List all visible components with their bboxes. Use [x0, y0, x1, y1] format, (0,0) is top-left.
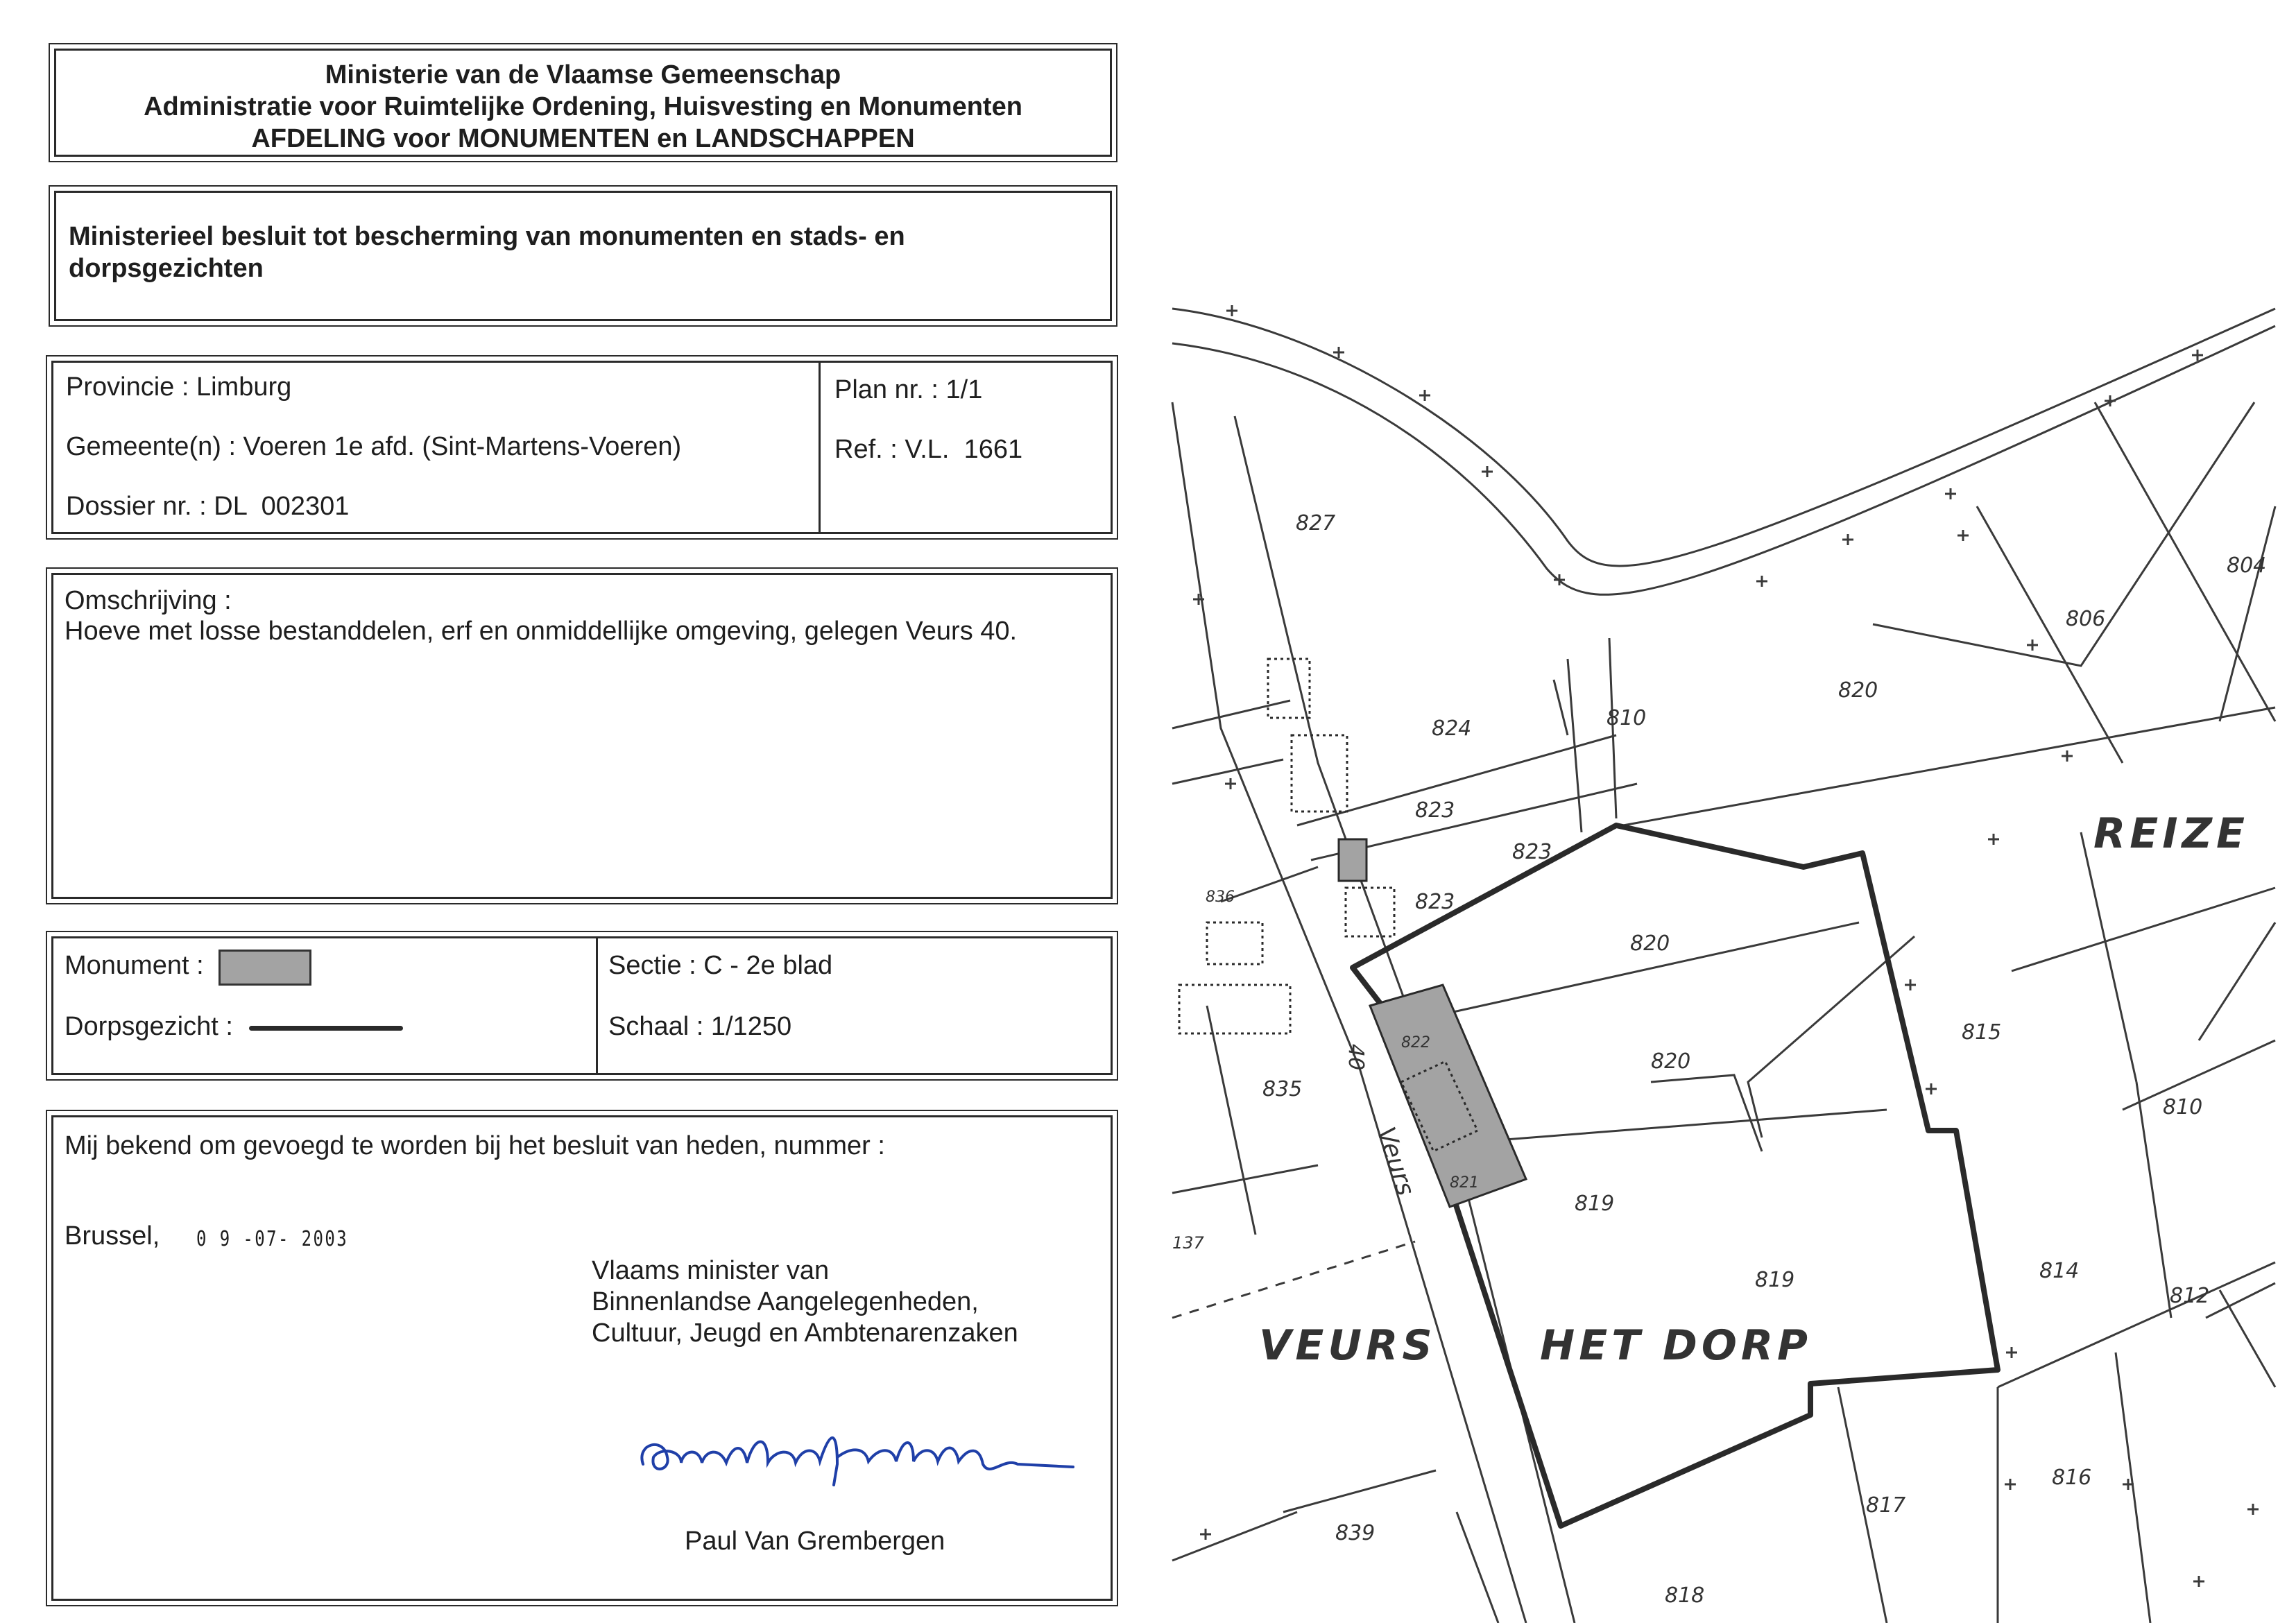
house-number: 40 — [1344, 1044, 1368, 1071]
parcel-number: 820 — [1838, 678, 1878, 703]
place-label-reize: REIZE — [2093, 809, 2250, 858]
parcel-number: 821 — [1450, 1174, 1479, 1192]
description-text: Hoeve met losse bestanddelen, erf en onmiddellijke omgeving, gelegen Veurs 40. — [65, 617, 1018, 646]
parcel-number: 137 — [1172, 1233, 1204, 1253]
city-label: Brussel, — [65, 1221, 160, 1251]
plan-number-field: Plan nr. : 1/1 — [834, 375, 983, 404]
dorpsgezicht-label: Dorpsgezicht : — [65, 1012, 233, 1041]
dorpsgezicht-line — [249, 1026, 403, 1031]
signature-intro: Mij bekend om gevoegd te worden bij het besluit van heden, nummer : — [65, 1131, 885, 1160]
parcel-number: 815 — [1962, 1020, 2002, 1045]
signature-box — [51, 1115, 1113, 1601]
parcel-number: 824 — [1432, 716, 1472, 741]
parcel-number: 823 — [1415, 890, 1455, 914]
parcel-number: 827 — [1296, 511, 1336, 535]
dossier-info-box — [51, 361, 1113, 534]
legend-box — [51, 936, 1113, 1075]
parcel-number: 836 — [1206, 888, 1235, 906]
parcel-number: 822 — [1401, 1034, 1430, 1051]
gemeente-field: Gemeente(n) : Voeren 1e afd. (Sint-Martens-Voeren) — [66, 432, 682, 461]
parcel-number: 804 — [2227, 553, 2267, 578]
handwritten-signature — [629, 1416, 1087, 1492]
parcel-number: 806 — [2066, 607, 2106, 631]
dossier-field: Dossier nr. : DL 002301 — [66, 492, 350, 521]
reference-field: Ref. : V.L. 1661 — [834, 435, 1023, 464]
column-divider — [819, 363, 821, 532]
place-label-het-dorp: HET DORP — [1540, 1321, 1813, 1370]
street-label: Veurs — [1371, 1124, 1420, 1199]
parcel-number: 823 — [1512, 840, 1552, 864]
monument-swatch — [219, 950, 311, 986]
parcel-number: 810 — [2163, 1095, 2203, 1119]
parcel-number: 810 — [1607, 706, 1647, 730]
monument-label: Monument : — [65, 951, 204, 980]
minister-line-1: Vlaams minister van — [592, 1256, 830, 1285]
parcel-number: 818 — [1665, 1583, 1705, 1608]
document-title-box — [54, 191, 1112, 321]
parcel-number: 835 — [1262, 1077, 1303, 1101]
date-stamp: 0 9 -07- 2003 — [196, 1227, 349, 1251]
sectie-field: Sectie : C - 2e blad — [608, 951, 833, 980]
parcel-number: 819 — [1575, 1192, 1615, 1216]
minister-line-3: Cultuur, Jeugd en Ambtenarenzaken — [592, 1319, 1018, 1348]
minister-line-2: Binnenlandse Aangelegenheden, — [592, 1287, 979, 1316]
description-label: Omschrijving : — [65, 586, 232, 615]
road-edge — [1172, 326, 2275, 594]
minister-name: Paul Van Grembergen — [685, 1527, 945, 1556]
parcel-number: 820 — [1630, 931, 1670, 956]
column-divider — [596, 938, 598, 1073]
schaal-field: Schaal : 1/1250 — [608, 1012, 792, 1041]
place-label-veurs: VEURS — [1259, 1321, 1437, 1370]
provincie-field: Provincie : Limburg — [66, 372, 292, 402]
cadastral-map — [1145, 0, 2296, 1623]
parcel-number: 839 — [1335, 1521, 1376, 1545]
parcel-number: 819 — [1755, 1268, 1795, 1292]
description-box — [51, 573, 1113, 899]
parcel-number: 812 — [2170, 1284, 2210, 1308]
parcel-number: 820 — [1651, 1049, 1691, 1074]
ministry-header — [54, 49, 1112, 157]
document-title: Ministerieel besluit tot bescherming van monumenten en stads- en dorpsgezichten — [69, 222, 905, 283]
monument-building — [1339, 839, 1367, 881]
parcel-number: 814 — [2039, 1259, 2080, 1283]
administration-name: Administratie voor Ruimtelijke Ordening, Huisvesting en Monumenten — [144, 92, 1022, 121]
parcel-number: 816 — [2052, 1466, 2092, 1490]
parcel-number: 823 — [1415, 798, 1455, 823]
ministry-name: Ministerie van de Vlaamse Gemeenschap — [325, 60, 841, 89]
road-edge — [1172, 402, 1526, 1623]
department-name: AFDELING voor MONUMENTEN en LANDSCHAPPEN — [251, 124, 915, 153]
parcel-number: 817 — [1866, 1493, 1906, 1518]
